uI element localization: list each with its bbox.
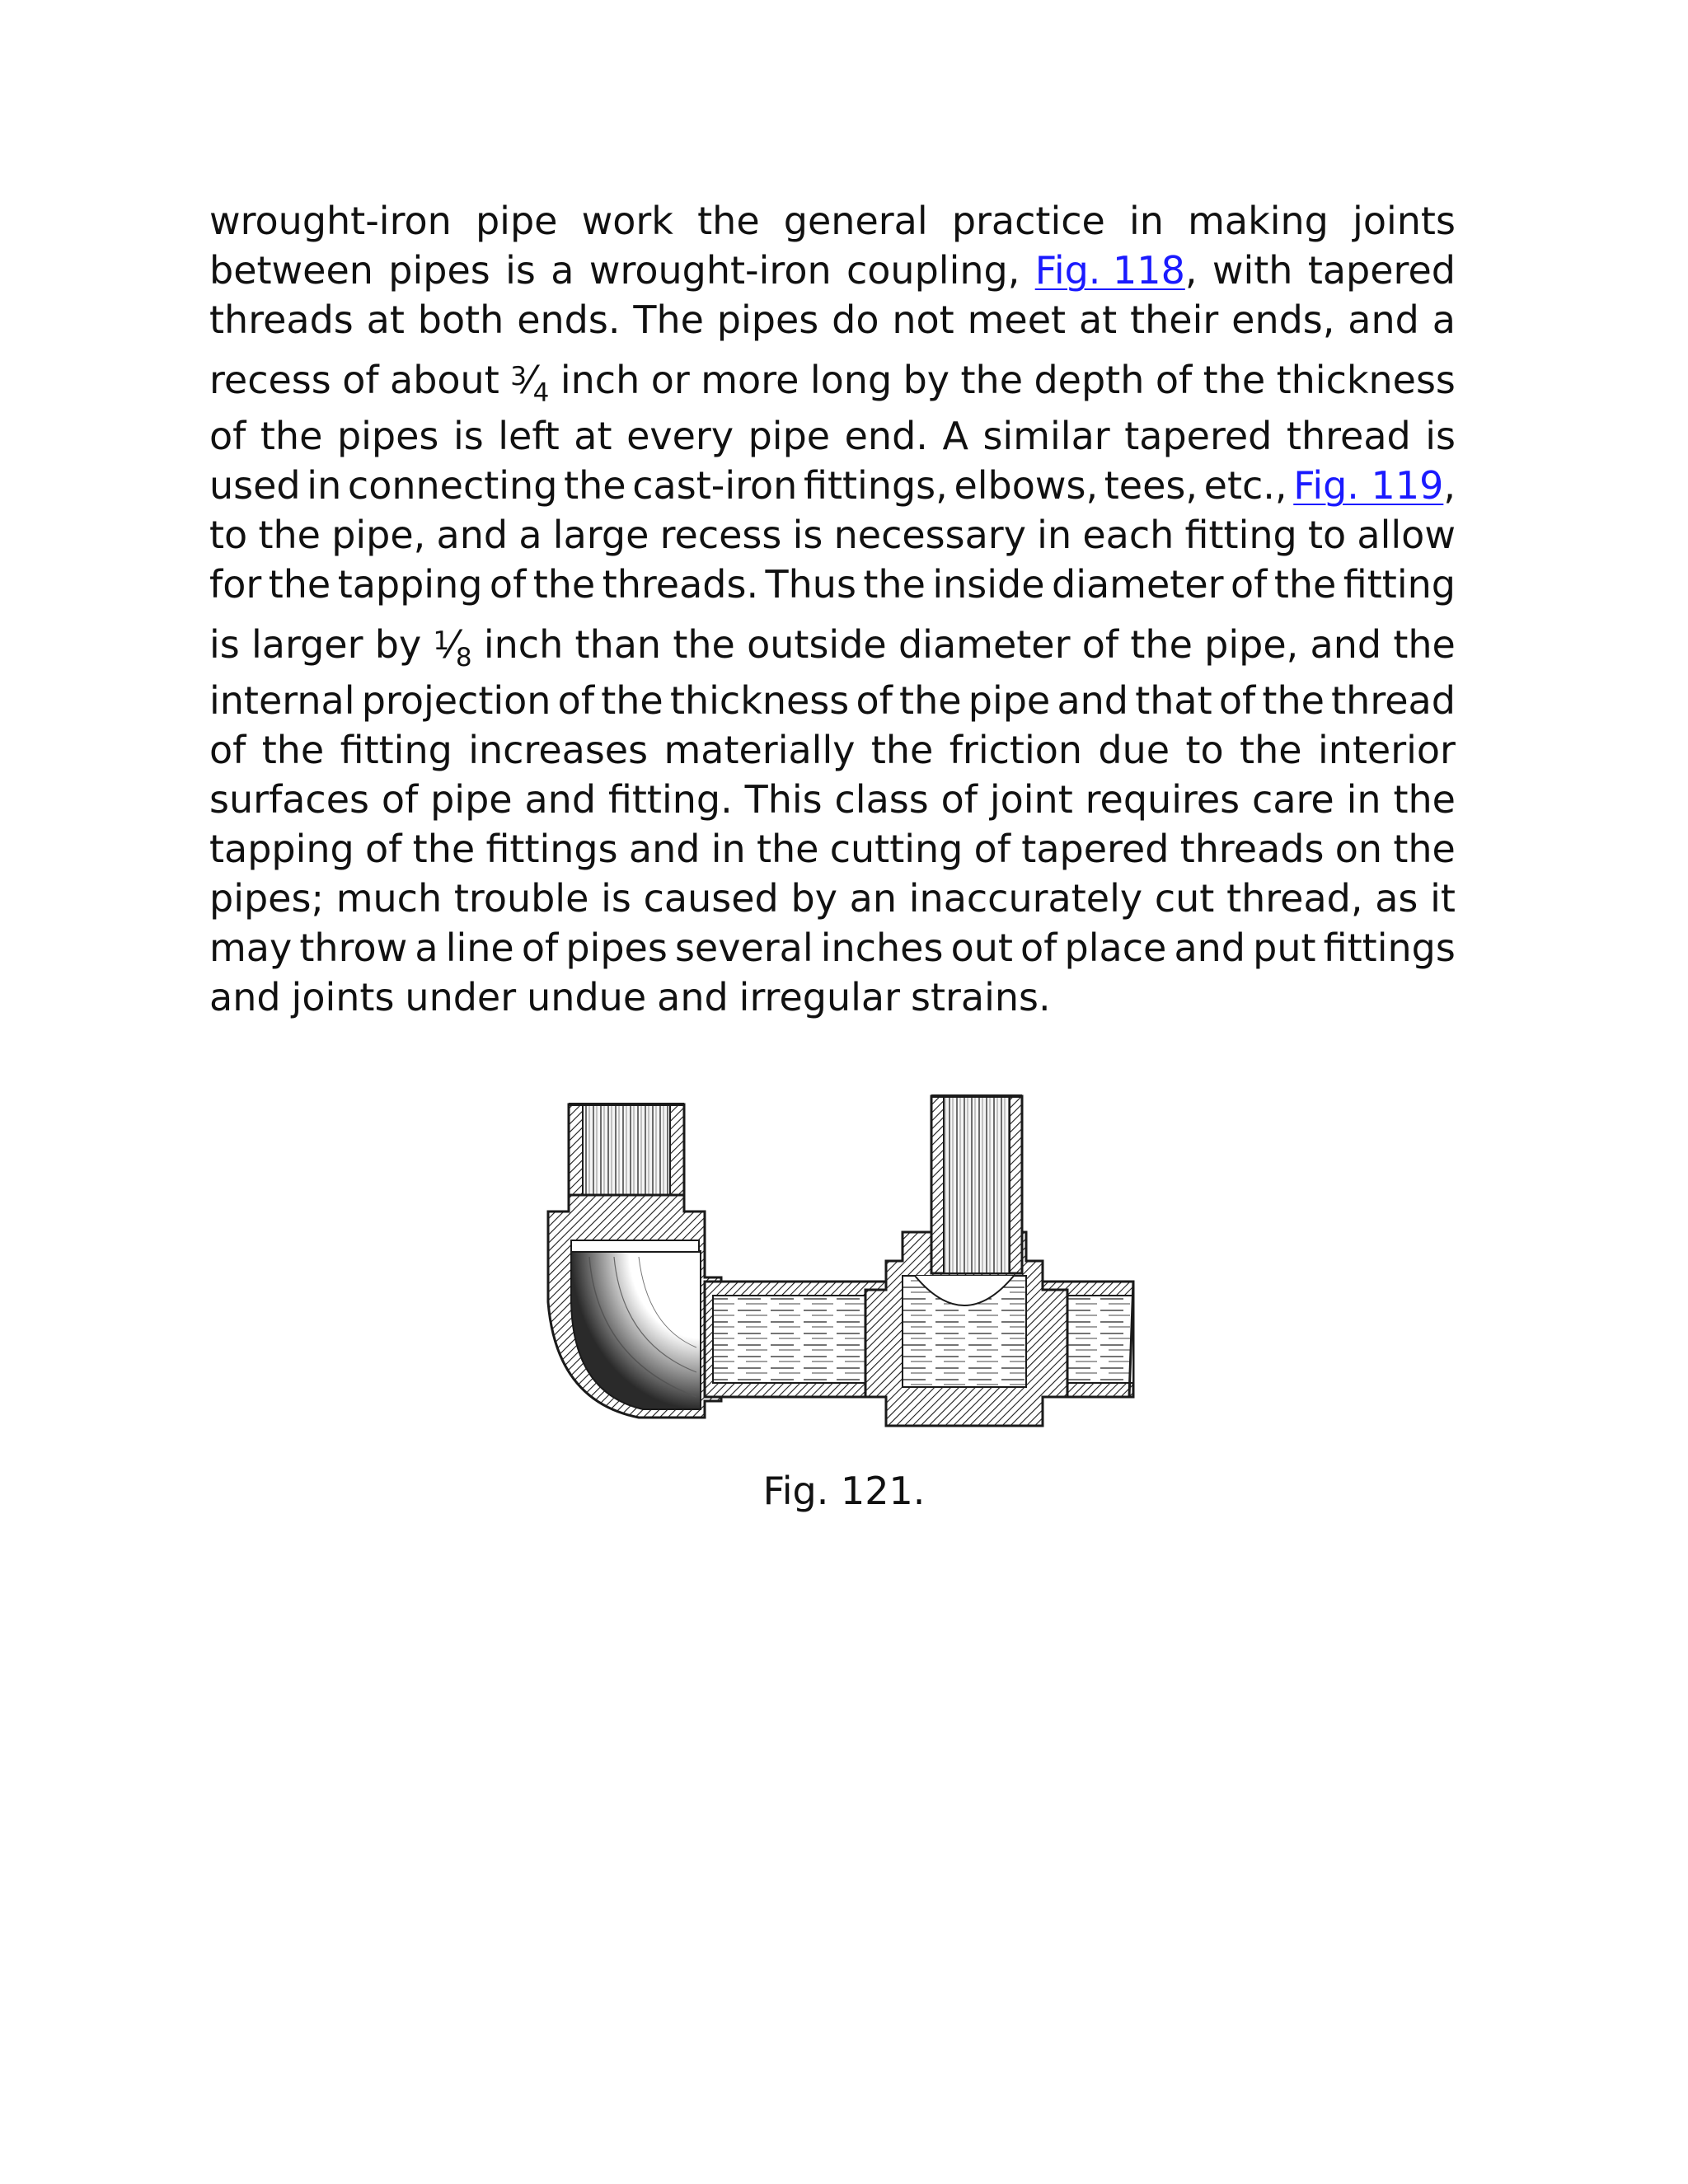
word: of [489,562,527,607]
word: joints [1353,199,1456,243]
word: materially [663,728,856,772]
word: by [374,622,422,667]
text-line [209,775,1456,824]
word: may [209,926,293,970]
word: tapered [1124,414,1273,458]
word: is [1425,414,1456,458]
word: in [307,463,342,508]
word: of [365,827,402,871]
word: more [701,358,799,402]
word: a [1432,298,1456,342]
word: etc., [1203,463,1287,508]
text-line [209,461,1456,510]
word: strains. [911,975,1051,1019]
word: between [209,248,373,293]
word: friction [949,728,1083,772]
word: irregular [738,975,900,1019]
word: the [532,562,596,607]
word: the [564,463,626,508]
word: diameter [1052,562,1224,607]
word: requires [1085,777,1240,822]
word: on [1334,827,1383,871]
word: thread [1286,414,1411,458]
word: throw [299,926,408,970]
word: surfaces [209,777,369,822]
word: of [342,358,379,402]
word: threads [209,298,354,342]
text-line [209,609,1456,676]
word: cut [1154,876,1215,921]
word: about [390,358,499,402]
word: wrought-iron [209,199,452,243]
word: tees, [1104,463,1198,508]
word: their [1130,298,1219,342]
word: inch [483,622,564,667]
word: tapping [337,562,483,607]
word: This [744,777,823,822]
word: is [601,876,631,921]
word: fitting [1184,513,1297,557]
word: and [1057,678,1128,723]
text-line [209,295,1456,344]
word: in [1346,777,1381,822]
word: allow [1357,513,1456,557]
word: end. [844,414,928,458]
word: pipes [388,248,490,293]
text-line [209,246,1456,295]
word: and [1174,926,1245,970]
word: and [657,975,729,1019]
word: and [1310,622,1382,667]
word: the [899,678,962,723]
word: the [1203,358,1266,402]
word: inches [820,926,944,970]
word: and [1348,298,1419,342]
word: the [260,414,323,458]
word: the [412,827,476,871]
word: joint [989,777,1073,822]
text-line [209,923,1456,972]
word: at [366,298,405,342]
word: threads [1179,827,1325,871]
word: diameter [898,622,1071,667]
word: joints [291,975,395,1019]
word: ends, [1231,298,1335,342]
word: in [710,827,746,871]
fig-119-link[interactable]: Fig. 119 [1293,463,1444,508]
word: the [1240,728,1302,772]
word: threads. [602,562,759,607]
word: increases [468,728,649,772]
word: of [557,678,595,723]
word: several [674,926,814,970]
fraction: $^3⁄_4$ [510,358,550,408]
text-line [209,725,1456,775]
word: recess [659,513,782,557]
word: inaccurately [908,876,1143,921]
fraction: $^1⁄_8$ [433,622,472,673]
text-line [209,824,1456,874]
word: and [209,975,281,1019]
text-line [209,344,1456,411]
text-line [209,560,1456,609]
figure-reference: Fig. 118, [1034,248,1198,293]
word: cutting [829,827,964,871]
word: of [1218,678,1256,723]
word: similar [982,414,1110,458]
word: A [942,414,968,458]
word: is [209,622,240,667]
word: inside [932,562,1045,607]
word: of [1081,622,1119,667]
word: under [405,975,517,1019]
word: internal [209,678,355,723]
word: the [261,728,325,772]
word: undue [527,975,647,1019]
word: projection [361,678,551,723]
word: the [673,622,735,667]
word: of [521,926,559,970]
word: necessary [833,513,1026,557]
word: and [524,777,597,822]
word: the [1393,827,1456,871]
word: left [498,414,560,458]
word: pipes [336,414,439,458]
word: is [452,414,484,458]
word: as [1375,876,1418,921]
word: the [756,827,819,871]
word: thread, [1226,876,1363,921]
text-line [209,874,1456,923]
word: much [335,876,443,921]
figure-caption: Fig. 121. [762,1469,926,1513]
word: is [792,513,823,557]
word: of [940,777,978,822]
word: in [1037,513,1072,557]
word: meet [967,298,1067,342]
word: the [601,678,663,723]
word: the [268,562,331,607]
word: to [1185,728,1224,772]
word: fittings [1323,926,1456,970]
word: for [209,562,262,607]
word: connecting [347,463,558,508]
word: inch [560,358,640,402]
word: outside [747,622,887,667]
word: of [209,728,246,772]
word: work [581,199,673,243]
text-line [209,196,1456,246]
word: trouble [453,876,589,921]
word: thickness [669,678,850,723]
word: not [892,298,954,342]
word: large [552,513,649,557]
word: the [1273,562,1337,607]
word: at [574,414,612,458]
word: cast-iron [632,463,798,508]
fig-118-link[interactable]: Fig. 118 [1034,248,1185,293]
word: and [628,827,701,871]
text-line [209,676,1456,725]
word: pipe [968,678,1051,723]
word: pipe, [331,513,426,557]
word: pipe [430,777,513,822]
word: by [790,876,837,921]
word: each [1082,513,1175,557]
word: depth [1034,358,1145,402]
word: of [1020,926,1057,970]
word: pipes [565,926,668,970]
word: do [832,298,879,342]
elbow-fitting [548,1195,721,1418]
word: to [209,513,248,557]
word: that [1135,678,1212,723]
word: of [856,678,893,723]
word: than [574,622,662,667]
word: at [1078,298,1118,342]
word: tapping [209,827,354,871]
word: class [834,777,929,822]
word: and [436,513,509,557]
word: of [1155,358,1193,402]
word: every [626,414,734,458]
word: fitting. [607,777,733,822]
word: due [1098,728,1170,772]
word: the [1262,678,1325,723]
word: a [551,248,574,293]
word: of [973,827,1010,871]
word: the [870,728,934,772]
word: a [415,926,438,970]
word: the [258,513,321,557]
word: a [518,513,542,557]
word: with [1212,248,1293,293]
word: of [209,414,246,458]
word: care [1252,777,1334,822]
word: pipe [475,199,558,243]
word: of [1231,562,1268,607]
pipe-fittings-illustration [540,1088,1142,1434]
word: the [863,562,926,607]
word: of [381,777,419,822]
word: it [1430,876,1456,921]
word: is [505,248,536,293]
word: general [783,199,928,243]
word: both [417,298,504,342]
word: pipes [716,298,819,342]
text-line [209,972,1456,1022]
body-paragraph [209,196,1456,1022]
word: in [1128,199,1164,243]
word: practice [951,199,1105,243]
right-vertical-pipe [931,1096,1022,1273]
word: wrought-iron [588,248,832,293]
word: the [960,358,1023,402]
word: an [849,876,898,921]
word: thread [1331,678,1456,723]
word: the [697,199,760,243]
word: out [950,926,1013,970]
word: the [1393,777,1456,822]
word: put [1253,926,1316,970]
word: or [650,358,690,402]
text-line [209,510,1456,560]
word: pipe, [1204,622,1299,667]
word: making [1188,199,1329,243]
word: recess [209,358,331,402]
text-line [209,411,1456,461]
word: elbows, [954,463,1099,508]
word: thickness [1276,358,1456,402]
figure-reference: Fig. 119, [1293,463,1456,508]
word: fitting [1343,562,1456,607]
word: long [809,358,893,402]
word: to [1307,513,1347,557]
word: by [903,358,950,402]
word: fittings, [804,463,948,508]
word: fitting [340,728,452,772]
word: coupling, [846,248,1020,293]
word: fittings [485,827,618,871]
word: pipe [748,414,831,458]
word: tapered [1307,248,1456,293]
word: line [445,926,514,970]
word: tapered [1021,827,1170,871]
word: The [633,298,704,342]
word: caused [643,876,779,921]
word: interior [1317,728,1456,772]
word: the [1130,622,1193,667]
word: used [209,463,301,508]
word: the [1393,622,1456,667]
word: ends. [517,298,621,342]
word: larger [251,622,363,667]
word: pipes; [209,876,324,921]
word: place [1064,926,1167,970]
word: Thus [765,562,856,607]
